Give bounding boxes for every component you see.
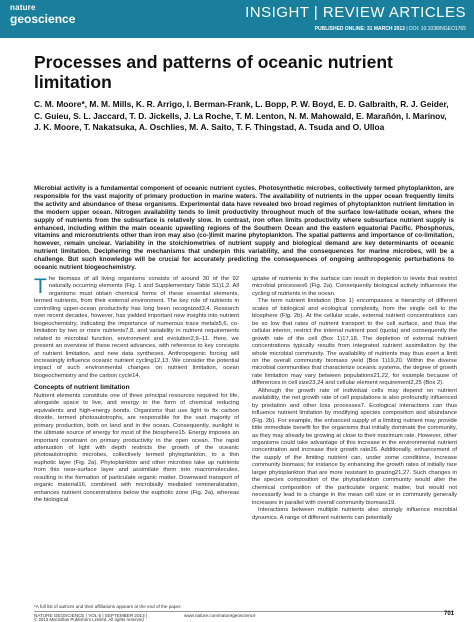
body-paragraph: The term nutrient limitation (Box 1) encompasses a hierarchy of different scales of biological and ecological complexity, from the single cell to the biosphere (Fig. 2b). At the cellular scale, external nutrient concentrations can be so low that rates of nutrient transport to the cell surface, and thus the cellular interior, restrict the internal nutrient pool (quota) and consequently the growth rate of the cell (Box 1)17,18. The depletion of external nutrient concentrations typically results from integrated nutrient assimilation by the whole microbial community. The availability of nutrients may thus exert a limit on the overall community biomass yield (Box 1)19,20. Within the diverse microbial communities that characterize oceanic systems, the degree of growth rate limitation may vary between populations21,22, for example because of differences in cell size23,24 and cellular element requirement2,25 (Box 2). <box>252 298 457 387</box>
author-footnote: *A full list of authors and their affiliations appears at the end of the paper. <box>34 604 182 609</box>
body-column-left <box>34 276 239 505</box>
drop-cap: T <box>34 275 47 298</box>
body-paragraph: Interactions between multiple nutrients also strongly influence microbial dynamics. A range of different nutrients can potentially <box>252 507 457 521</box>
body-paragraph: uptake of nutrients in the surface can result in depletion to levels that restrict microbial processes6 (Fig. 2a). Consequently biological activity influences the cycling of nutrients in the ocean. <box>252 276 457 297</box>
page-number: 701 <box>443 611 454 617</box>
article-title: Processes and patterns of oceanic nutrient limitation <box>34 52 393 92</box>
body-paragraph: Nutrient elements constitute one of three principal resources required for life, alongside space to live, and energy in the form of chemical reducing equivalents and high-energy bonds. Organisms that use light to fix carbon dioxide, termed photoautotrophs, are responsible for the vast majority of primary production, both on land and in the ocean. Consequently, sunlight is the ultimate source of energy for most of the biosphere15. Energy imposes an important constraint on primary productivity in the open ocean. The rapid attenuation of light with depth restricts the growth of the oceanic photoautotrophic microbes, collectively termed phytoplankton, to a thin euphotic layer (Fig. 2a). Phytoplankton and other microbes take up nutrients from this near-surface layer and assimilate them into macromolecules, resulting in the formation of particulate organic matter. Downward transport of organic material16, combined with microbially mediated remineralization, enhances nutrient concentrations below the euphotic zone (Fig. 2a), whereas the biological <box>34 392 239 504</box>
publication-line: PUBLISHED ONLINE: 31 MARCH 2013 | DOI: 10.1038/NGEO1765 <box>314 26 466 32</box>
logo-line-geoscience: geoscience <box>10 12 76 26</box>
journal-logo[interactable] <box>10 4 75 25</box>
body-paragraph: Although the growth rate of individual cells may depend on nutrient availability, the net growth rate of cell populations is also profoundly influenced by predation and other loss processes7. Ecological interactions can thus influence nutrient limitation by modifying species composition and abundance (Fig. 2b). For example, the enhanced supply of a limiting nutrient may provide little immediate benefit for the organisms that initially dominate the community, as they may already be growing at close to their maximum rate. However, other organisms could take advantage of this increase in the environmental nutrient concentration and increase their growth rate26. Additionally, enhancement of the supply of the limiting nutrient can, under some conditions, increase community biomass; for instance by enhancing the growth rates of initially rare larger phytoplankton that are more resistant to grazing21,27. Such changes in the species composition of the phytoplankton community would alter the chemical composition of the particulate organic matter, but would not necessarily lead to a change in the mean cell size or in community generally increases in parallel with overall community biomass19. <box>252 387 457 506</box>
logo-line-nature: nature <box>10 3 36 12</box>
journal-citation: NATURE GEOSCIENCE | VOL 6 | SEPTEMBER 2013 | <box>34 613 148 618</box>
section-heading-concepts: Concepts of nutrient limitation <box>34 384 130 392</box>
section-label: INSIGHT | REVIEW ARTICLES <box>245 4 466 21</box>
abstract: Microbial activity is a fundamental component of oceanic nutrient cycles. Photosynthetic microbes, collectively termed phytoplankton, are responsible for the vast majority of primary production in marine waters. The availability of nutrients in the upper ocean frequently limits the activity and abundance of these organisms. Experimental data have revealed two broad regimes of phytoplankton nutrient limitation in the modern upper ocean. Nitrogen availability tends to limit productivity throughout much of the surface low-latitude ocean, where the supply of nutrients from the subsurface is relatively slow. In contrast, iron often limits productivity where subsurface nutrient supply is enhanced, including within the main oceanic upwelling regions of the Southern Ocean and the eastern equatorial Pacific. Phosphorus, vitamins and micronutrients other than iron may also (co-)limit marine phytoplankton. The spatial patterns and importance of co-limitation, however, remain unclear. Variability in the stoichiometries of nutrient supply and biological demand are key determinants of oceanic nutrient limitation. Deciphering the mechanisms that underpin this variability, and the consequences for marine microbes, will be a challenge. But such knowledge will be crucial for accurately predicting the consequences of ongoing anthropogenic perturbations to oceanic nutrient biogeochemistry. <box>34 185 454 272</box>
copyright-notice: © 2013 Macmillan Publishers Limited. All rights reserved <box>34 617 144 622</box>
journal-url[interactable]: www.nature.com/naturegeoscience <box>184 613 256 618</box>
body-column-right <box>252 276 457 522</box>
journal-header <box>0 0 474 38</box>
doi-link[interactable]: DOI: 10.1038/NGEO1765 <box>409 26 466 32</box>
published-date: PUBLISHED ONLINE: 31 MARCH 2013 <box>314 26 405 32</box>
intro-text: he biomass of all living organisms consists of around 30 of the 92 naturally occurring elements (Fig. 1 and Supplementary Table S1)1,2. All organisms must obtain chemical forms of these essential elements, termed nutrients, from their external environment. The key role of nutrients in controlling upper-ocean productivity has long been recognized3,4. Research over recent decades, however, has yielded important new insights into nutrient biogeochemistry, indicating the importance of numerous trace metals5,6, co-limitation by two or more nutrients7,8, and variability in nutrient requirements related to microbial function, environment and evolution2,9–11. Here, we present an overview of these recent advances, with reference to key concepts of nutrient limitation, and new data syntheses. Anthropogenic forcing will increasingly influence oceanic nutrient cycling12,13. We consider the potential impact of such environmental changes on nutrient limitation, ocean biogeochemistry and the carbon cycle14. <box>34 276 239 379</box>
author-list: C. M. Moore*, M. M. Mills, K. R. Arrigo, I. Berman-Frank, L. Bopp, P. W. Boyd, E. D. Galbraith, R. J. Geider, C. Guieu, S. L. Jaccard, T. D. Jickells, J. La Roche, T. M. Lenton, N. M. Mahowald, E. Marañón, I. Marinov, J. K. Moore, T. Nakatsuka, A. Oschlies, M. A. Saito, T. F. Thingstad, A. Tsuda and O. Ulloa <box>34 99 449 132</box>
intro-paragraph <box>34 276 239 380</box>
